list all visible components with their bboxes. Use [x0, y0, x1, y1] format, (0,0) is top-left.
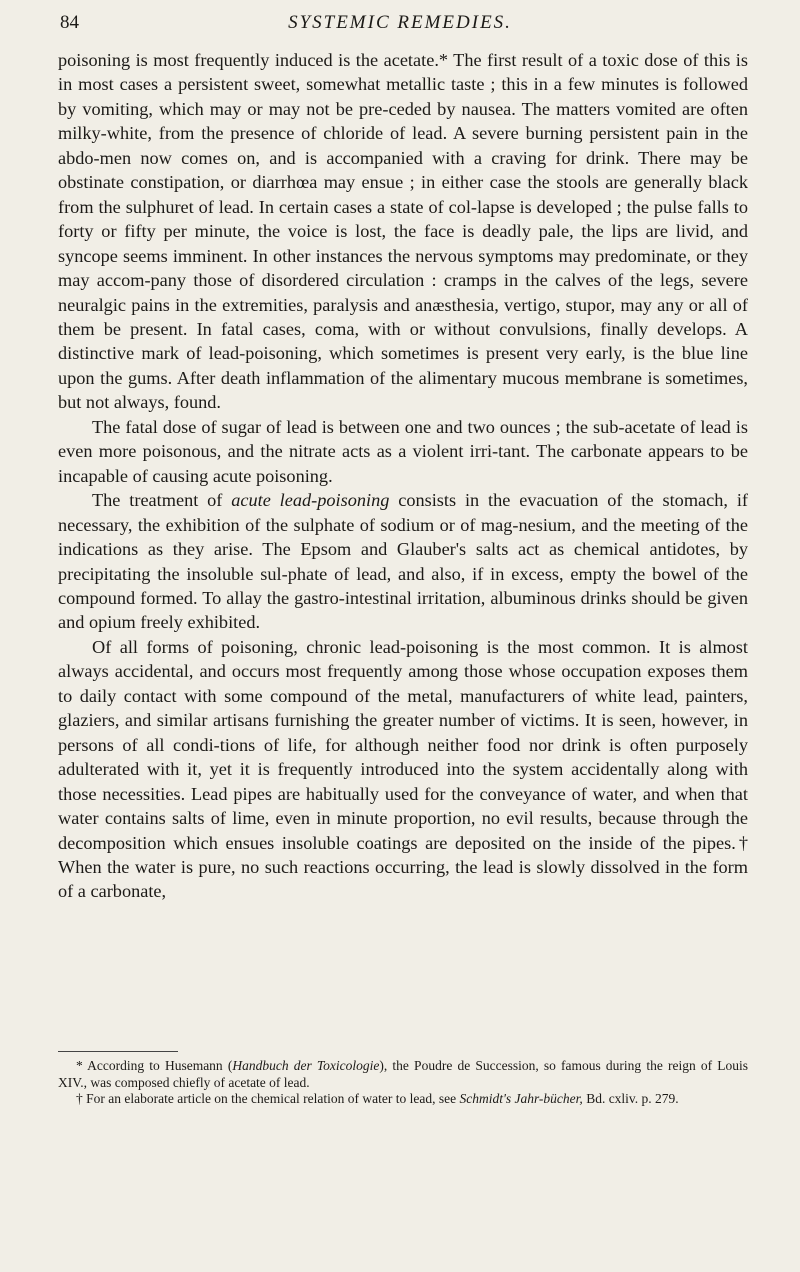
- running-title: SYSTEMIC REMEDIES.: [288, 12, 512, 33]
- footnote-2-after: Bd. cxliv. p. 279.: [582, 1091, 679, 1106]
- paragraph-3: [58, 488, 748, 635]
- footnote-2-before: † For an elaborate article on the chemical relation of water to lead, see: [76, 1091, 460, 1106]
- footnote-1-before: * According to Husemann (: [76, 1058, 233, 1073]
- paragraph-3-after: consists in the evacuation of the stomach, if necessary, the exhibition of the sulphate of sodium or of mag-nesium, and the meeting of the indications as they arise. The Epsom and Glauber's salts act as chemical antidotes, by precipitating the insoluble sul-phate of lead, and also, if in excess, empty the bowel of the compound formed. To allay the gastro-intestinal irritation, albuminous drinks should be given and opium freely exhibited.: [58, 490, 749, 633]
- footnote-rule: [58, 1051, 178, 1052]
- running-header: [60, 8, 740, 38]
- footnote-1-after: ), the Poudre de Succession, so famous during the reign of Louis XIV., was composed chiefly of acetate of lead.: [58, 1058, 749, 1090]
- paragraph-1: poisoning is most frequently induced is the acetate.* The first result of a toxic dose of this is in most cases a persistent sweet, somewhat metallic taste ; this in a few minutes is followed by vomiting, which may or may not be pre-ceded by nausea. The matters vomited are often milky-white, from the presence of chloride of lead. A severe burning persistent pain in the abdo-men now comes on, and is accompanied with a craving for drink. There may be obstinate constipation, or diarrhœa may ensue ; in either case the stools are generally black from the sulphuret of lead. In certain cases a state of col-lapse is developed ; the pulse falls to forty or fifty per minute, the voice is lost, the face is deadly pale, the lips are livid, and syncope seems imminent. In other instances the nervous symptoms may predominate, or they may accom-pany those of disordered circulation : cramps in the calves of the legs, severe neuralgic pains in the extremities, paralysis and anæsthesia, vertigo, stupor, may any or all of them be present. In fatal cases, coma, with or without convulsions, finally develops. A distinctive mark of lead-poisoning, which sometimes is present very early, is the blue line upon the gums. After death inflammation of the alimentary mucous membrane is sometimes, but not always, found.: [58, 50, 748, 413]
- paragraph-4: Of all forms of poisoning, chronic lead-poisoning is the most common. It is almost always accidental, and occurs most frequently among those whose occupation exposes them to daily contact with some compound of the metal, manufacturers of white lead, painters, glaziers, and similar artisans furnishing the greater number of victims. It is seen, however, in persons of all condi-tions of life, for although neither food nor drink is often purposely adulterated with it, yet it is frequently introduced into the system accidentally along with those necessities. Lead pipes are habitually used for the conveyance of water, and when that water contains salts of lime, even in minute proportion, no evil results, because through the decomposition which ensues insoluble coatings are deposited on the inside of the pipes.† When the water is pure, no such reactions occurring, the lead is slowly dissolved in the form of a carbonate,: [58, 636, 748, 902]
- footnote-1: [58, 1058, 748, 1091]
- footnotes: [58, 1058, 748, 1108]
- page-number: 84: [60, 12, 79, 33]
- body-text: [58, 48, 748, 904]
- footnote-2: [58, 1091, 748, 1108]
- paragraph-3-emphasis: acute lead-poisoning: [231, 490, 390, 511]
- paragraph-2: The fatal dose of sugar of lead is between one and two ounces ; the sub-acetate of lead is even more poisonous, and the nitrate acts as a violent irri-tant. The carbonate appears to be incapable of causing acute poisoning.: [58, 416, 748, 486]
- footnote-1-emphasis: Handbuch der Toxicologie: [232, 1058, 380, 1073]
- footnote-2-emphasis: Schmidt's Jahr-bücher,: [459, 1091, 583, 1106]
- paragraph-3-before: The treatment of: [92, 490, 232, 511]
